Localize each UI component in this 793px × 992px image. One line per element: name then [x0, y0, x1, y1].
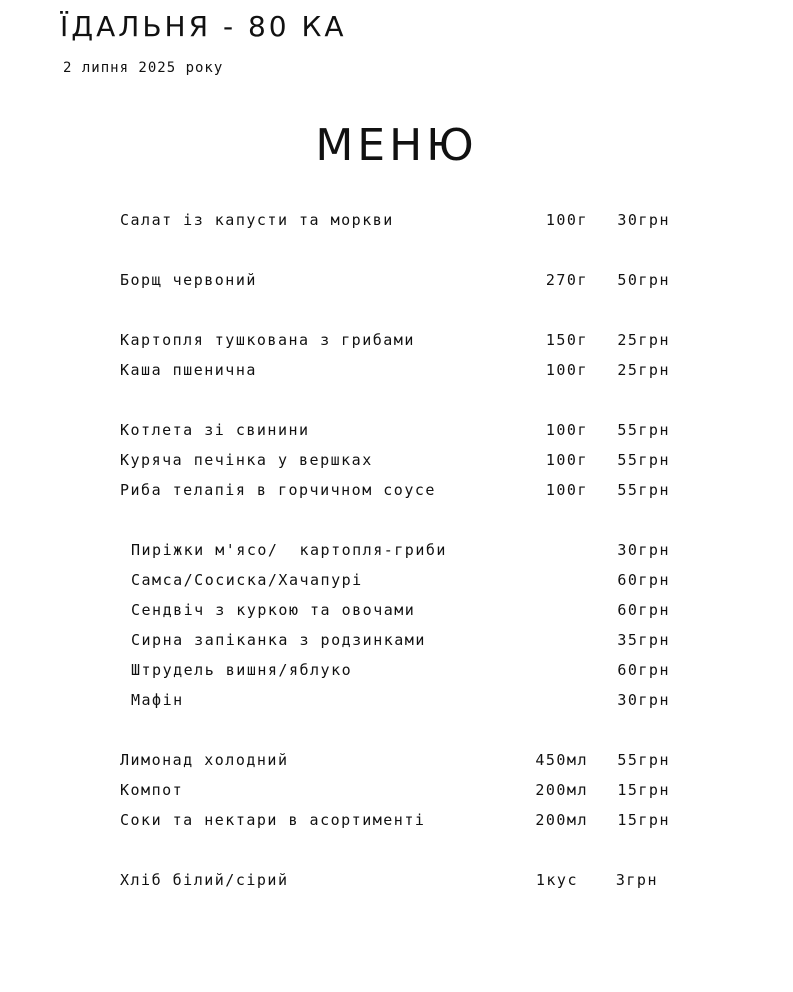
- menu-item: [0, 331, 793, 355]
- menu-item: [0, 631, 793, 655]
- menu-heading: МЕНЮ: [315, 120, 478, 171]
- item-quantity: 150г: [545, 331, 588, 349]
- menu-item: [0, 781, 793, 805]
- menu-item: [0, 541, 793, 565]
- menu-item: [0, 811, 793, 835]
- item-name: Компот: [120, 781, 184, 799]
- item-name: Лимонад холодний: [120, 751, 289, 769]
- menu-item: [0, 361, 793, 385]
- item-name: Куряча печінка у вершках: [120, 451, 373, 469]
- item-price: 50грн: [617, 271, 670, 289]
- menu-item: [0, 451, 793, 475]
- item-name: Риба телапія в горчичном соусе: [120, 481, 436, 499]
- item-price: 55грн: [617, 451, 670, 469]
- menu-item: [0, 481, 793, 505]
- item-quantity: 100г: [545, 211, 588, 229]
- item-price: 25грн: [617, 331, 670, 349]
- item-price: 55грн: [617, 421, 670, 439]
- item-quantity: 200мл: [535, 811, 588, 829]
- item-price: 60грн: [617, 661, 670, 679]
- item-quantity: 100г: [545, 421, 588, 439]
- item-quantity: 1кус: [535, 871, 578, 889]
- item-quantity: 450мл: [535, 751, 588, 769]
- item-name: Пиріжки м'ясо/ картопля-гриби: [131, 541, 447, 559]
- item-name: Борщ червоний: [120, 271, 257, 289]
- menu-item: [0, 751, 793, 775]
- item-price: 30грн: [617, 691, 670, 709]
- item-quantity: 100г: [545, 361, 588, 379]
- item-name: Салат із капусти та моркви: [120, 211, 394, 229]
- item-price: 30грн: [617, 541, 670, 559]
- menu-item: [0, 871, 793, 895]
- item-price: 55грн: [617, 751, 670, 769]
- item-quantity: 100г: [545, 481, 588, 499]
- menu-item: [0, 691, 793, 715]
- item-price: 30грн: [617, 211, 670, 229]
- menu-item: [0, 421, 793, 445]
- menu-item: [0, 571, 793, 595]
- item-name: Соки та нектари в асортименті: [120, 811, 426, 829]
- item-price: 55грн: [617, 481, 670, 499]
- item-quantity: 200мл: [535, 781, 588, 799]
- item-name: Котлета зі свинини: [120, 421, 310, 439]
- menu-date: 2 липня 2025 року: [63, 60, 224, 76]
- item-price: 3грн: [615, 871, 658, 889]
- item-price: 15грн: [617, 811, 670, 829]
- item-name: Сендвіч з куркою та овочами: [131, 601, 416, 619]
- canteen-title: ЇДАЛЬНЯ - 80 КА: [60, 10, 347, 43]
- item-name: Мафін: [131, 691, 184, 709]
- item-name: Штрудель вишня/яблуко: [131, 661, 353, 679]
- menu-item: [0, 601, 793, 625]
- item-price: 60грн: [617, 601, 670, 619]
- item-name: Картопля тушкована з грибами: [120, 331, 415, 349]
- item-quantity: 270г: [545, 271, 588, 289]
- item-price: 25грн: [617, 361, 670, 379]
- menu-item: [0, 661, 793, 685]
- item-name: Самса/Сосиска/Хачапурі: [131, 571, 363, 589]
- menu-item: [0, 211, 793, 235]
- item-price: 15грн: [617, 781, 670, 799]
- item-name: Каша пшенична: [120, 361, 257, 379]
- item-price: 60грн: [617, 571, 670, 589]
- menu-item: [0, 271, 793, 295]
- item-name: Хліб білий/сірий: [120, 871, 289, 889]
- item-quantity: 100г: [545, 451, 588, 469]
- item-price: 35грн: [617, 631, 670, 649]
- item-name: Сирна запіканка з родзинками: [131, 631, 426, 649]
